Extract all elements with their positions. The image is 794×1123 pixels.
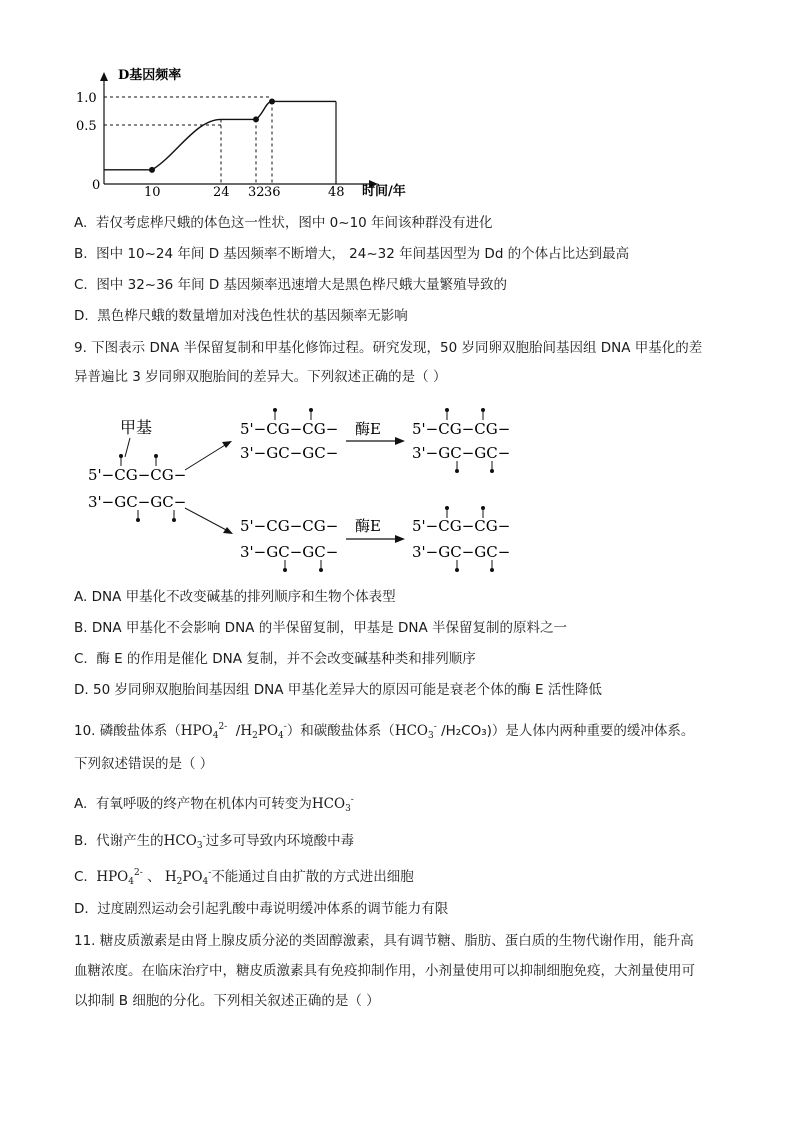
option-text: 过度剧烈运动会引起乳酸中毒说明缓冲体系的调节能力有限 <box>97 901 449 917</box>
methyl-label: 甲基 <box>120 418 153 437</box>
dna-methylation-diagram <box>0 400 794 590</box>
option-text: 若仅考虑桦尺蛾的体色这一性状，图中 0~10 年间该种群没有进化 <box>95 215 493 231</box>
q10-stem-line1: 10. 磷酸盐体系（$HPO_4^{2-}$ $/H_2PO_4^-$）和碳酸盐体系（$HCO_3^-$ /H₂CO₃)）是人体内两种重要的缓冲体系。 <box>74 722 695 741</box>
strand-3: 3'−GC−GC− <box>412 444 511 462</box>
origin-label: 0 <box>92 178 101 193</box>
option-text: 黑色桦尺蛾的数量增加对浅色性状的基因频率无影响 <box>97 308 408 324</box>
option-label: B. <box>74 833 88 849</box>
option-text: DNA 甲基化不会影响 DNA 的半保留复制，甲基是 DNA 半保留复制的原料之一 <box>91 620 568 636</box>
q9-option-d <box>74 681 602 699</box>
q8-option-d <box>74 307 408 325</box>
formula-hpo4: $HPO_4^{2-}$ <box>96 868 143 887</box>
branch-arrow-up <box>185 442 230 470</box>
series-line <box>104 101 336 169</box>
q10-option-b <box>74 828 354 855</box>
stem-text: ）是人体内两种重要的缓冲体系。 <box>491 723 695 739</box>
x-tick-label: 48 <box>328 185 345 200</box>
x-tick-label: 10 <box>144 185 161 200</box>
enzyme-label-lower: 酶E <box>355 517 381 535</box>
formula-hpo4: $HPO_4^{2-}$ <box>180 722 228 741</box>
y-axis-arrow <box>100 72 108 81</box>
q11-line3: 以抑制 B 细胞的分化。下列相关叙述正确的是（ ） <box>74 993 380 1009</box>
option-label: D. <box>74 682 89 698</box>
strand-5: 5'−CG−CG− <box>412 517 511 535</box>
q9-stem-line2: 异普遍比 3 岁同卵双胞胎间的差异大。下列叙述正确的是（ ） <box>74 369 447 385</box>
q9-stem-line1: 9. 下图表示 DNA 半保留复制和甲基化修饰过程。研究发现，50 岁同卵双胞胎间基因组 DNA 甲基化的差 <box>74 340 703 356</box>
strand-5: 5'−CG−CG− <box>88 466 187 484</box>
y-axis-label: D基因频率 <box>118 68 182 83</box>
option-text: 有氧呼吸的终产物在机体内可转变为 <box>95 796 312 812</box>
stem-text: ）和碳酸盐体系（ <box>286 723 395 739</box>
option-label: C. <box>74 651 88 667</box>
branch-arrow-down <box>185 508 230 532</box>
formula-h2co3: /H₂CO₃) <box>441 723 492 739</box>
option-text: 图中 32~36 年间 D 基因频率迅速增大是黑色桦尺蛾大量繁殖导致的 <box>96 277 508 293</box>
lower-methylated-dna <box>412 506 510 572</box>
strand-5: 5'−CG−CG− <box>240 420 339 438</box>
gene-frequency-chart <box>0 0 794 210</box>
x-tick-label: 32 <box>248 185 265 200</box>
option-text: 酶 E 的作用是催化 DNA 复制，并不会改变碱基种类和排列顺序 <box>96 651 476 667</box>
x-tick-label: 24 <box>213 185 230 200</box>
q8-option-a <box>74 214 493 232</box>
option-text: 代谢产生的 <box>96 833 164 849</box>
option-label: A. <box>74 589 88 605</box>
strand-3: 3'−GC−GC− <box>412 543 511 561</box>
lower-replicated-dna <box>240 517 338 572</box>
option-label: B. <box>74 620 88 636</box>
formula-h2po4: $H_2PO_4^-$ <box>240 722 287 741</box>
option-label: C. <box>74 869 88 885</box>
strand-3: 3'−GC−GC− <box>88 493 187 511</box>
y-tick-label: 0.5 <box>76 119 97 134</box>
stem-text: 10. 磷酸盐体系（ <box>74 723 181 739</box>
q10-option-d <box>74 900 448 918</box>
option-label: D. <box>74 901 89 917</box>
q9-option-a <box>74 588 396 606</box>
q8-option-b <box>74 245 629 263</box>
q8-option-c <box>74 276 507 294</box>
q10-option-c <box>74 864 414 891</box>
option-label: A. <box>74 215 88 231</box>
q10-stem-line2: 下列叙述错误的是（ ） <box>74 756 214 772</box>
option-label: C. <box>74 277 88 293</box>
formula-hco3: $HCO_3^-$ <box>311 795 354 814</box>
y-tick-label: 1.0 <box>76 91 97 106</box>
original-dna <box>88 454 186 522</box>
q9-option-c <box>74 650 476 668</box>
option-text: 不能通过自由扩散的方式进出细胞 <box>211 869 414 885</box>
upper-methylated-dna <box>412 408 510 473</box>
x-tick-label: 36 <box>264 185 281 200</box>
strand-3: 3'−GC−GC− <box>240 543 339 561</box>
data-point <box>253 116 259 122</box>
option-text: 50 岁同卵双胞胎间基因组 DNA 甲基化差异大的原因可能是衰老个体的酶 E 活性降低 <box>92 682 602 698</box>
option-label: A. <box>74 796 88 812</box>
option-label: B. <box>74 246 88 262</box>
option-text: 图中 10~24 年间 D 基因频率不断增大， 24~32 年间基因型为 Dd 的个体占比达到最高 <box>96 246 630 262</box>
option-text: DNA 甲基化不改变碱基的排列顺序和生物个体表型 <box>91 589 396 605</box>
q11-line1: 11. 糖皮质激素是由肾上腺皮质分泌的类固醇激素，具有调节糖、脂肪、蛋白质的生物代谢作用，能升高 <box>74 933 694 949</box>
formula-hco3: $HCO_3^-$ <box>163 832 206 851</box>
formula-hco3: $HCO_3^-$ <box>394 722 437 741</box>
q10-option-a <box>74 791 354 818</box>
enzyme-label-upper: 酶E <box>355 420 381 438</box>
formula-h2po4: $H_2PO_4^-$ <box>164 868 212 887</box>
upper-replicated-dna <box>240 408 338 462</box>
strand-3: 3'−GC−GC− <box>240 444 339 462</box>
separator: 、 <box>147 869 161 885</box>
data-point <box>269 98 275 104</box>
data-point <box>149 167 155 173</box>
option-text: 过多可导致内环境酸中毒 <box>205 833 355 849</box>
strand-5: 5'−CG−CG− <box>240 517 339 535</box>
option-label: D. <box>74 308 89 324</box>
q11-line2: 血糖浓度。在临床治疗中，糖皮质激素具有免疫抑制作用，小剂量使用可以抑制细胞免疫，大剂量使用可 <box>74 963 695 979</box>
strand-5: 5'−CG−CG− <box>412 420 511 438</box>
q9-option-b <box>74 619 567 637</box>
x-axis-label: 时间/年 <box>362 184 406 199</box>
